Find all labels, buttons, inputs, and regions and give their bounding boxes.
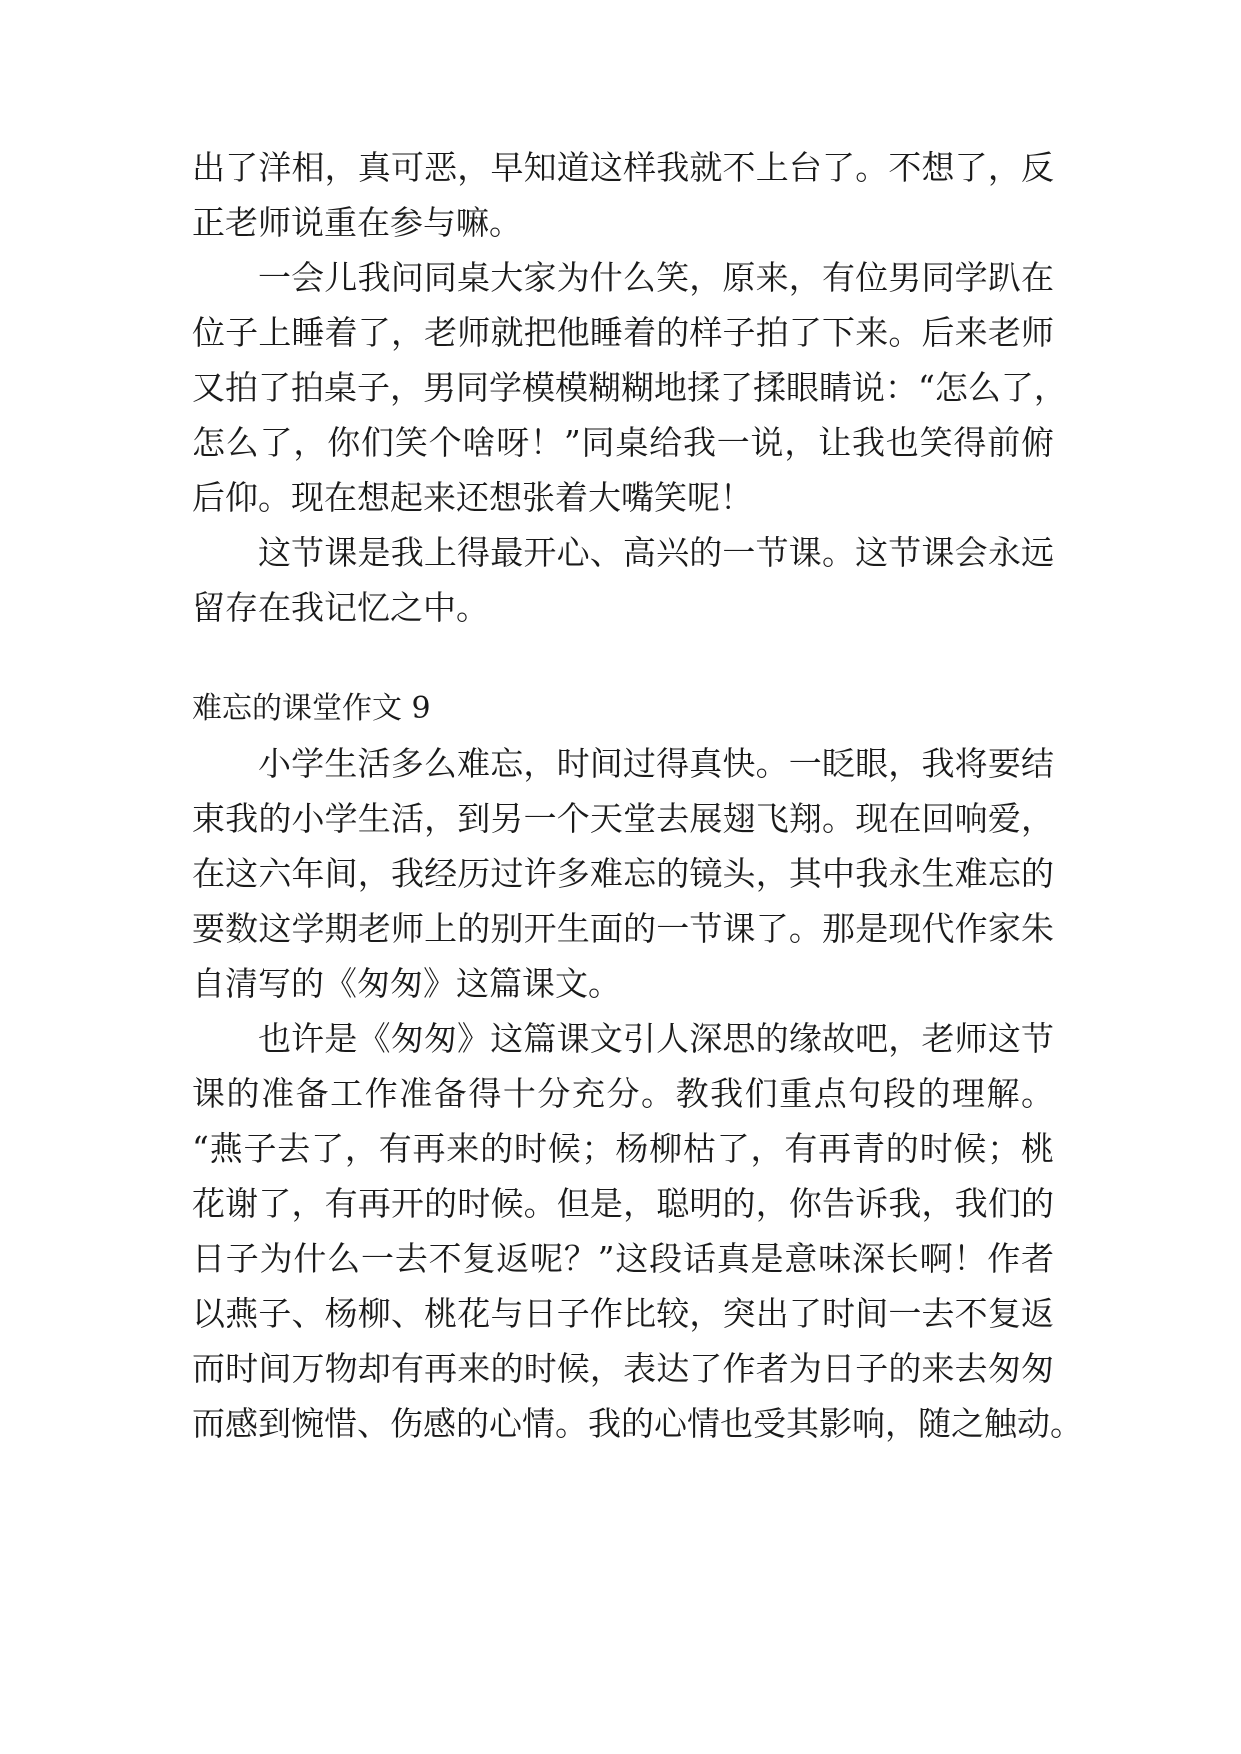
paragraph-lesson-line: 以燕子、杨柳、桃花与日子作比较，突出了时间一去不复返 xyxy=(192,1294,1054,1333)
paragraph-intro-line: 要数这学期老师上的别开生面的一节课了。那是现代作家朱 xyxy=(192,909,1054,948)
paragraph-happiest-line: 留存在我记忆之中。 xyxy=(192,588,489,627)
paragraph-classmate-line: 位子上睡着了，老师就把他睡着的样子拍了下来。后来老师 xyxy=(192,313,1054,352)
paragraph-classmate-line: 怎么了，你们笑个啥呀！”同桌给我一说，让我也笑得前俯 xyxy=(192,423,1054,462)
paragraph-continued-line: 出了洋相，真可恶，早知道这样我就不上台了。不想了，反 xyxy=(192,148,1054,187)
paragraph-lesson-line: 日子为什么一去不复返呢？”这段话真是意味深长啊！作者 xyxy=(192,1239,1054,1278)
paragraph-intro-line: 小学生活多么难忘，时间过得真快。一眨眼，我将要结 xyxy=(258,744,1054,783)
paragraph-classmate-line: 后仰。现在想起来还想张着大嘴笑呢！ xyxy=(192,478,753,517)
paragraph-intro-line: 束我的小学生活，到另一个天堂去展翅飞翔。现在回响爱， xyxy=(192,799,1054,838)
paragraph-intro-line: 在这六年间，我经历过许多难忘的镜头，其中我永生难忘的 xyxy=(192,854,1054,893)
paragraph-lesson-line: 课的准备工作准备得十分充分。教我们重点句段的理解。 xyxy=(192,1074,1054,1113)
paragraph-lesson-line: 也许是《匆匆》这篇课文引人深思的缘故吧，老师这节 xyxy=(258,1019,1054,1058)
paragraph-classmate-line: 又拍了拍桌子，男同学模模糊糊地揉了揉眼睛说：“怎么了， xyxy=(192,368,1067,407)
essay-title: 难忘的课堂作文 9 xyxy=(192,691,431,726)
paragraph-happiest-line: 这节课是我上得最开心、高兴的一节课。这节课会永远 xyxy=(258,533,1054,572)
paragraph-continued-line: 正老师说重在参与嘛。 xyxy=(192,203,522,242)
paragraph-classmate-line: 一会儿我问同桌大家为什么笑，原来，有位男同学趴在 xyxy=(258,258,1054,297)
paragraph-lesson-line: 花谢了，有再开的时候。但是，聪明的，你告诉我，我们的 xyxy=(192,1184,1054,1223)
paragraph-lesson-line: 而时间万物却有再来的时候，表达了作者为日子的来去匆匆 xyxy=(192,1349,1054,1388)
paragraph-intro-line: 自清写的《匆匆》这篇课文。 xyxy=(192,964,621,1003)
paragraph-lesson-line: “燕子去了，有再来的时候；杨柳枯了，有再青的时候；桃 xyxy=(192,1129,1054,1168)
paragraph-lesson-line: 而感到惋惜、伤感的心情。我的心情也受其影响，随之触动。 xyxy=(192,1404,1083,1443)
